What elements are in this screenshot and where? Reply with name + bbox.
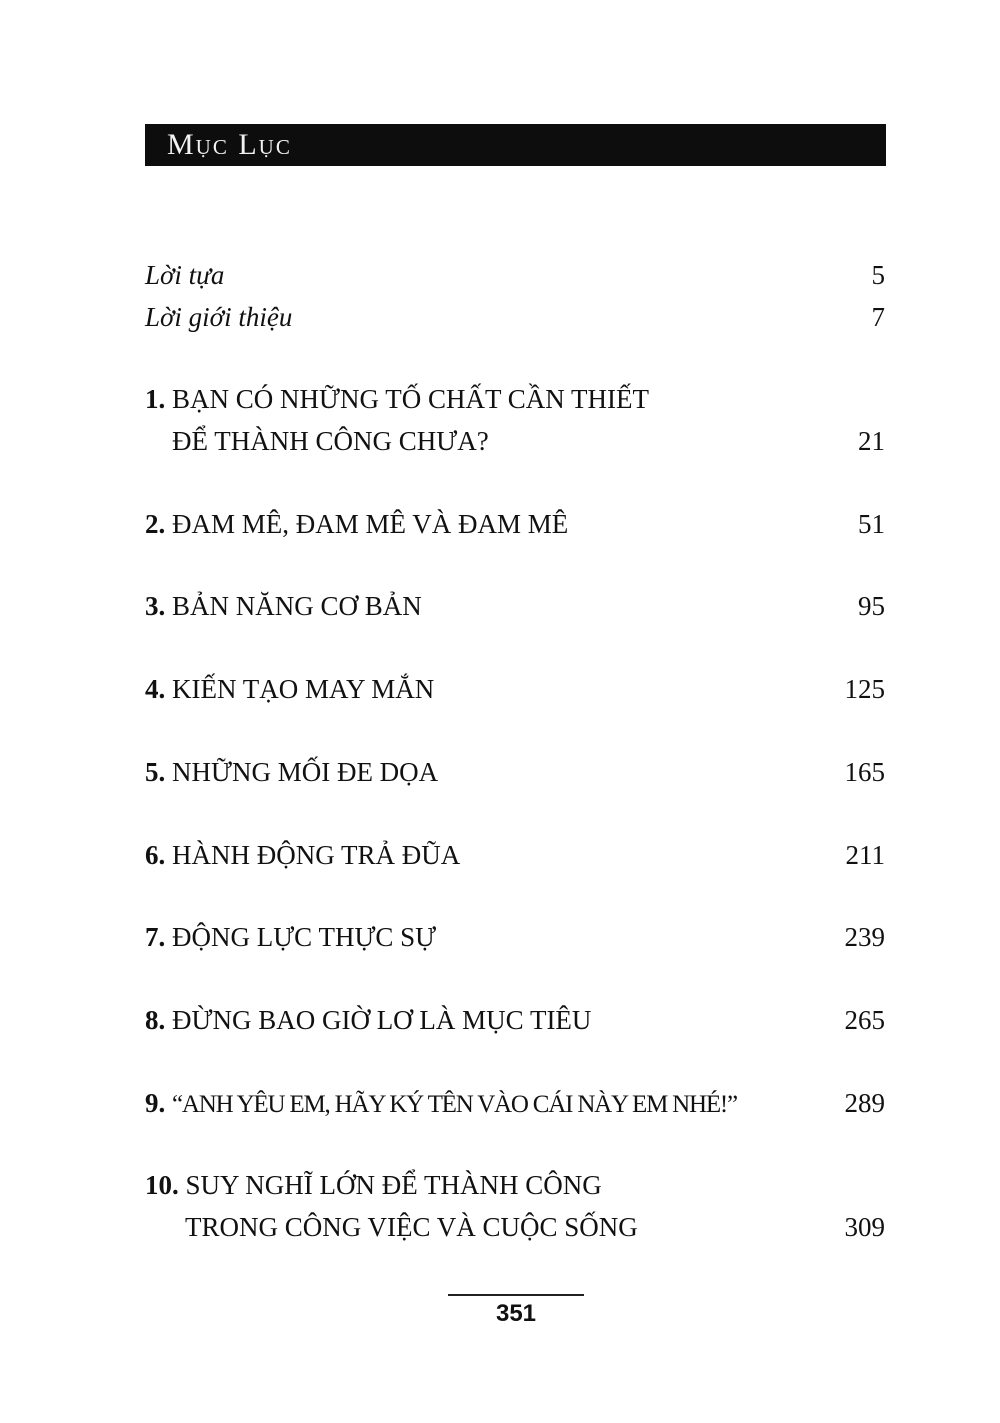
toc-entry-page: 289 xyxy=(844,1088,885,1118)
toc-chapter-number: 1. xyxy=(145,384,166,414)
toc-chapter-title-line1: NHỮNG MỐI ĐE DỌA xyxy=(172,757,439,787)
toc-chapter-number: 7. xyxy=(145,922,166,952)
toc-chapter-title-line1: ĐỪNG BAO GIỜ LƠ LÀ MỤC TIÊU xyxy=(172,1005,592,1035)
toc-chapter-title xyxy=(145,838,460,872)
toc-chapter-title-line1: BẠN CÓ NHỮNG TỐ CHẤT CẦN THIẾT xyxy=(172,384,649,414)
toc-chapter-title xyxy=(145,589,422,623)
toc-chapter-title xyxy=(145,755,438,789)
toc-chapter-title xyxy=(145,672,434,706)
toc-chapter-number: 6. xyxy=(145,840,166,870)
page-title: Mục Lục xyxy=(145,124,886,166)
toc-chapter-title-line1: ĐAM MÊ, ĐAM MÊ VÀ ĐAM MÊ xyxy=(172,509,569,539)
toc-entry-page: 5 xyxy=(871,260,885,290)
toc-entry-page: 51 xyxy=(858,509,885,539)
toc-chapter-title-line1: ĐỘNG LỰC THỰC SỰ xyxy=(172,922,437,952)
toc-entry-page: 125 xyxy=(844,674,885,704)
toc-chapter-number: 10. xyxy=(145,1170,179,1200)
toc-chapter-number: 9. xyxy=(145,1088,166,1118)
toc-entry-page: 21 xyxy=(858,426,885,456)
toc-chapter-number: 3. xyxy=(145,591,166,621)
folio-rule xyxy=(448,1294,584,1296)
toc-chapter-number: 5. xyxy=(145,757,166,787)
toc-chapter-title-line2: ĐỂ THÀNH CÔNG CHƯA? xyxy=(172,426,489,456)
toc-chapter-title-line1: SUY NGHĨ LỚN ĐỂ THÀNH CÔNG xyxy=(185,1170,602,1200)
toc-chapter-title xyxy=(145,1086,737,1122)
toc-chapter-title xyxy=(145,382,649,416)
toc-chapter-title xyxy=(145,1168,602,1202)
toc-chapter-title xyxy=(145,1003,591,1037)
toc-entry-label: Lời tựa xyxy=(145,260,225,290)
toc-chapter-title-line1: HÀNH ĐỘNG TRẢ ĐŨA xyxy=(172,840,461,870)
toc-chapter-number: 4. xyxy=(145,674,166,704)
toc-entry-label: Lời giới thiệu xyxy=(145,302,293,332)
toc-entry-page: 7 xyxy=(871,302,885,332)
toc-chapter-number: 8. xyxy=(145,1005,166,1035)
toc-chapter-title-line2: TRONG CÔNG VIỆC VÀ CUỘC SỐNG xyxy=(185,1212,638,1242)
toc-entry-page: 211 xyxy=(845,840,885,870)
toc-chapter-title xyxy=(145,920,436,954)
toc-entry-page: 239 xyxy=(844,922,885,952)
toc-chapter-title-line1: BẢN NĂNG CƠ BẢN xyxy=(172,591,422,621)
toc-entry-page: 309 xyxy=(844,1212,885,1242)
toc-entry-page: 95 xyxy=(858,591,885,621)
toc-chapter-title-line1: KIẾN TẠO MAY MẮN xyxy=(172,674,435,704)
toc-entry-page: 165 xyxy=(844,757,885,787)
page-number: 351 xyxy=(495,1300,537,1327)
toc-chapter-number: 2. xyxy=(145,509,166,539)
toc-chapter-title-line1: “ANH YÊU EM, HÃY KÝ TÊN VÀO CÁI NÀY EM NHÉ!” xyxy=(172,1091,737,1118)
toc-chapter-title xyxy=(145,507,568,541)
toc-entry-page: 265 xyxy=(844,1005,885,1035)
